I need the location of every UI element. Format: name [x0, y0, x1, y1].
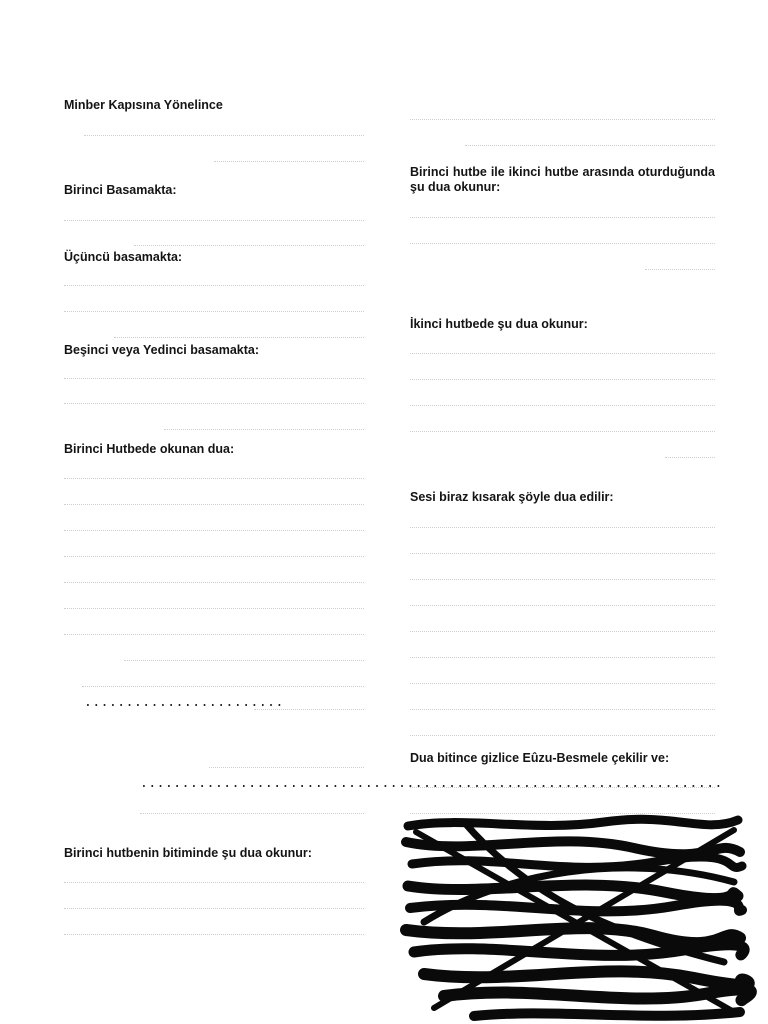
arabic-text-line	[254, 690, 364, 710]
arabic-text-line	[410, 100, 715, 120]
arabic-text-line	[645, 250, 715, 270]
arabic-text-line	[114, 318, 364, 338]
arabic-text-line	[410, 560, 715, 580]
arabic-text-line	[410, 690, 715, 710]
arabic-text-line	[64, 537, 364, 557]
arabic-text-line	[64, 485, 364, 505]
arabic-text-line	[410, 360, 715, 380]
arabic-text-line	[64, 589, 364, 609]
arabic-text-line	[410, 334, 715, 354]
arabic-text-line	[410, 716, 715, 736]
arabic-text-line	[410, 198, 715, 218]
arabic-text-line	[209, 748, 364, 768]
section-heading-sesi-kisarak: Sesi biraz kısarak şöyle dua edilir:	[410, 490, 614, 504]
arabic-text-line	[410, 638, 715, 658]
arabic-text-line	[82, 667, 364, 687]
arabic-text-line	[410, 534, 715, 554]
section-heading-minber-kapisi: Minber Kapısına Yönelince	[64, 98, 223, 112]
arabic-text-line	[64, 511, 364, 531]
arabic-text-line	[410, 508, 715, 528]
arabic-text-line	[84, 116, 364, 136]
arabic-text-line	[410, 224, 715, 244]
dotted-rule: ......................................................................	[140, 776, 723, 791]
arabic-text-line	[410, 768, 715, 788]
section-heading-birinci-basamak: Birinci Basamakta:	[64, 183, 177, 197]
arabic-text-line	[124, 641, 364, 661]
arabic-text-line	[410, 386, 715, 406]
arabic-text-line	[64, 615, 364, 635]
arabic-text-line	[665, 438, 715, 458]
arabic-text-line	[64, 201, 364, 221]
arabic-text-line	[410, 794, 715, 814]
arabic-text-line	[64, 563, 364, 583]
redaction-scribble	[404, 812, 744, 1024]
arabic-text-line	[64, 889, 364, 909]
arabic-text-line	[64, 459, 364, 479]
arabic-text-line	[64, 359, 364, 379]
section-heading-birinci-hutbe-dua: Birinci Hutbede okunan dua:	[64, 442, 235, 456]
arabic-text-line	[64, 915, 364, 935]
arabic-text-line	[64, 384, 364, 404]
arabic-text-line	[134, 226, 364, 246]
arabic-text-line	[410, 664, 715, 684]
arabic-text-line	[465, 126, 715, 146]
arabic-text-line	[64, 292, 364, 312]
arabic-text-line	[410, 612, 715, 632]
section-heading-ikinci-hutbe: İkinci hutbede şu dua okunur:	[410, 317, 588, 331]
arabic-text-line	[410, 586, 715, 606]
arabic-text-line	[410, 412, 715, 432]
section-heading-birinci-hutbe-bitimi: Birinci hutbenin bitiminde şu dua okunur:	[64, 846, 312, 860]
section-heading-ucuncu-basamak: Üçüncü basamakta:	[64, 250, 183, 264]
section-heading-hutbe-arasi: Birinci hutbe ile ikinci hutbe arasında oturduğunda şu dua okunur:	[410, 165, 715, 194]
arabic-text-line	[64, 266, 364, 286]
arabic-text-line	[214, 142, 364, 162]
dotted-fill: ........................	[84, 695, 284, 710]
section-heading-besinci-yedinci-basamak: Beşinci veya Yedinci basamakta:	[64, 343, 260, 357]
section-heading-dua-bitince: Dua bitince gizlice Eûzu-Besmele çekilir ve:	[410, 751, 670, 765]
arabic-text-line	[164, 410, 364, 430]
arabic-text-line	[64, 863, 364, 883]
arabic-text-line	[140, 794, 364, 814]
